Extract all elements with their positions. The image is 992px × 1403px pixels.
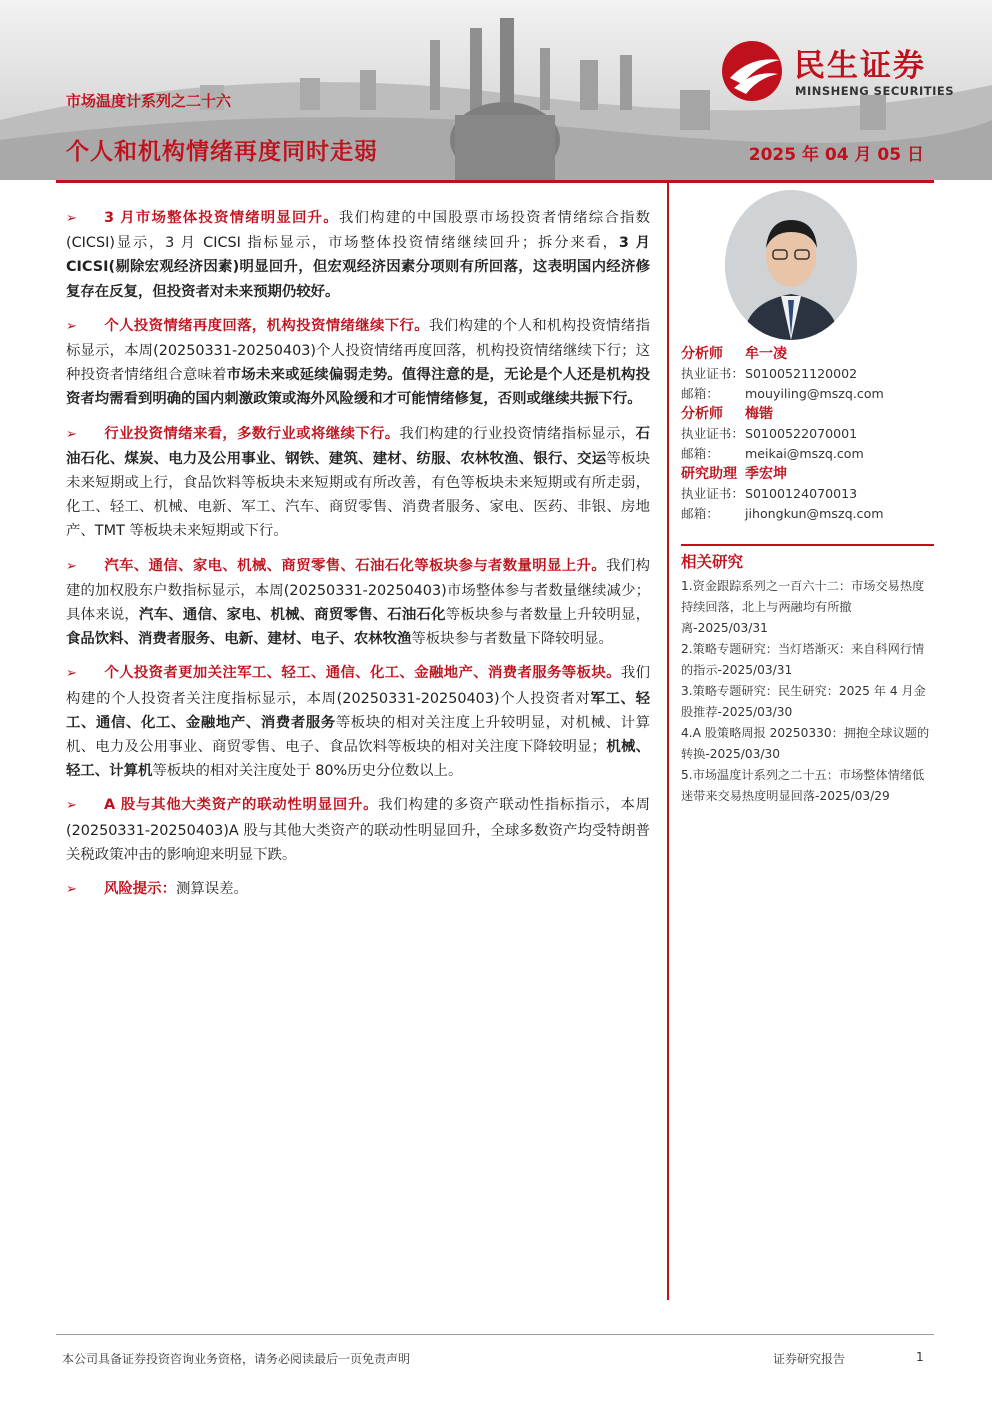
paragraph-text: 机械、轻工、计算机 (66, 739, 650, 780)
analyst-name-row (681, 464, 934, 484)
paragraph-text: 我们构建的多资产联动性指标指示，本周(20250331-20250403)A 股与其他大类资产的联动性明显回升，全球多数资产均受特朗普关税政策冲击的影响迎来明显下跌。 (66, 797, 650, 863)
paragraph-text: 等板块未来短期或上行，食品饮料等板块未来短期或有所改善，有色等板块未来短期或有所走弱，化工、轻工、机械、电新、军工、汽车、商贸零售、消费者服务、家电、医药、非银、房地产、TMT 等板块未来短期或下行。 (66, 450, 650, 540)
paragraph-text: 等板块参与者数量上升较明显， (445, 607, 650, 624)
cert-number: S0100521120002 (745, 366, 858, 381)
analyst-cert-row (681, 364, 934, 384)
header-divider (56, 180, 934, 183)
related-research-item[interactable]: 5.市场温度计系列之二十五：市场整体情绪低迷带来交易热度明显回落-2025/03/29 (681, 768, 925, 803)
summary-paragraph (66, 314, 650, 412)
column-divider (667, 183, 669, 1300)
related-research-title: 相关研究 (681, 544, 934, 572)
page-number: 1 (916, 1350, 924, 1364)
analyst-email-row (681, 504, 934, 524)
analyst-name-row (681, 344, 934, 364)
analyst-email-row (681, 444, 934, 464)
paragraph-text: 食品饮料、消费者服务、电新、建材、电子、农林牧渔 (66, 631, 412, 648)
cert-label: 执业证书： (681, 366, 744, 381)
related-research-item[interactable]: 4.A 股策略周报 20250330：拥抱全球议题的转换-2025/03/30 (681, 726, 930, 761)
email-label: 邮箱： (681, 386, 719, 401)
analyst-email-row (681, 384, 934, 404)
chevron-right-icon: ➢ (66, 211, 77, 226)
analyst-email[interactable]: jihongkun@mszq.com (745, 506, 884, 521)
header-banner (0, 0, 992, 180)
paragraph-highlight: A 股与其他大类资产的联动性明显回升。 (104, 797, 379, 814)
summary-paragraph (66, 877, 650, 902)
chevron-right-icon: ➢ (66, 666, 77, 682)
analyst-name-row (681, 404, 934, 424)
paragraph-text: 市场未来或延续偏弱走势。值得注意的是，无论是个人还是机构投资者均需看到明确的国内刺激政策或海外风险缓和才可能情绪修复，否则或继续共振下行。 (66, 367, 650, 408)
paragraph-highlight: 个人投资情绪再度回落，机构投资情绪继续下行。 (104, 317, 429, 334)
email-label: 邮箱： (681, 446, 719, 461)
paragraph-highlight: 3 月市场整体投资情绪明显回升。 (104, 210, 339, 226)
cert-number: S0100522070001 (745, 426, 858, 441)
paragraph-text: 军工、轻工、通信、化工、金融地产、消费者服务 (66, 690, 650, 731)
chevron-right-icon: ➢ (66, 558, 77, 574)
summary-paragraph (66, 793, 650, 867)
report-series: 市场温度计系列之二十六 (66, 92, 232, 110)
report-date: 2025 年 04 月 05 日 (748, 145, 924, 165)
paragraph-text: 测算误差。 (175, 881, 248, 898)
paragraph-text: 等板块的相对关注度处于 80%历史分位数以上。 (152, 763, 463, 780)
summary-body (66, 206, 650, 912)
related-research-item[interactable]: 1.资金跟踪系列之一百六十二：市场交易热度持续回落，北上与两融均有所撤离-2025/03/31 (681, 579, 925, 635)
paragraph-text: 我们构建的个人和机构投资情绪指标显示，本周(20250331-20250403)个人投资情绪再度回落，机构投资情绪继续下行；这种投资者情绪组合意味着 (66, 317, 650, 384)
paragraph-text: 石油石化、煤炭、电力及公用事业、钢铁、建筑、建材、纺服、农林牧渔、银行、交运 (66, 425, 650, 467)
minsheng-logo-icon (720, 38, 790, 104)
summary-paragraph (66, 206, 650, 304)
related-research-item[interactable]: 2.策略专题研究：当灯塔渐灭：来自科网行情的指示-2025/03/31 (681, 642, 925, 677)
page-title: 个人和机构情绪再度同时走弱 (66, 139, 378, 165)
footer-report-type: 证券研究报告 (773, 1352, 846, 1366)
analyst-role: 分析师 (681, 406, 723, 422)
logo-text-cn: 民生证券 (794, 48, 926, 84)
paragraph-text: 我们构建的加权股东户数指标显示，本周(20250331-20250403)市场整体参与者数量继续减少；具体来说， (66, 557, 650, 624)
paragraph-text: 3 月 CICSI(剔除宏观经济因素)明显回升，但宏观经济因素分项则有所回落，这表明国内经济修复存在反复，但投资者对未来预期仍较好。 (66, 235, 650, 300)
paragraph-highlight: 个人投资者更加关注军工、轻工、通信、化工、金融地产、消费者服务等板块。 (104, 665, 621, 682)
paragraph-text: 我们构建的个人投资者关注度指标显示，本周(20250331-20250403)个人投资者对 (66, 665, 650, 707)
paragraph-text: 我们构建的行业投资情绪指标显示， (399, 425, 636, 442)
chevron-right-icon: ➢ (66, 426, 77, 442)
footer-divider (56, 1334, 934, 1335)
paragraph-text: 我们构建的中国股票市场投资者情绪综合指数(CICSI)显示，3 月 CICSI 指标显示，市场整体投资情绪继续回升；拆分来看， (66, 210, 650, 252)
logo-text-en: MINSHENG SECURITIES (795, 84, 954, 98)
paragraph-highlight: 行业投资情绪来看，多数行业或将继续下行。 (104, 425, 400, 442)
paragraph-text: 等板块的相对关注度上升较明显，对机械、计算机、电力及公用事业、商贸零售、电子、食品饮料等板块的相对关注度下降较明显； (66, 714, 650, 756)
chevron-right-icon: ➢ (66, 318, 77, 334)
avatar (725, 190, 857, 340)
related-research-item[interactable]: 3.策略专题研究：民生研究：2025 年 4 月金股推荐-2025/03/30 (681, 684, 926, 719)
summary-paragraph (66, 661, 650, 783)
paragraph-highlight: 风险提示： (104, 881, 176, 898)
analyst-cert-row (681, 484, 934, 504)
paragraph-text: 等板块参与者数量下降较明显。 (411, 631, 613, 648)
analyst-photo (725, 190, 857, 340)
chevron-right-icon: ➢ (66, 882, 77, 898)
cert-number: S0100124070013 (745, 486, 858, 501)
analyst-list (681, 344, 934, 524)
paragraph-text: 汽车、通信、家电、机械、商贸零售、石油石化 (139, 607, 446, 624)
cert-label: 执业证书： (681, 426, 744, 441)
analyst-name: 梅锴 (745, 406, 773, 422)
cert-label: 执业证书： (681, 486, 744, 501)
analyst-cert-row (681, 424, 934, 444)
related-research-list (681, 576, 934, 807)
analyst-role: 研究助理 (681, 466, 737, 482)
email-label: 邮箱： (681, 506, 719, 521)
analyst-email[interactable]: mouyiling@mszq.com (745, 386, 884, 401)
summary-paragraph (66, 554, 650, 652)
summary-paragraph (66, 422, 650, 544)
analyst-role: 分析师 (681, 346, 723, 362)
paragraph-highlight: 汽车、通信、家电、机械、商贸零售、石油石化等板块参与者数量明显上升。 (104, 557, 607, 574)
analyst-name: 季宏坤 (745, 466, 787, 482)
footer-disclaimer: 本公司具备证券投资咨询业务资格，请务必阅读最后一页免责声明 (62, 1352, 411, 1366)
analyst-name: 牟一凌 (745, 346, 787, 362)
chevron-right-icon: ➢ (66, 798, 77, 814)
analyst-email[interactable]: meikai@mszq.com (745, 446, 864, 461)
company-logo (720, 38, 965, 104)
